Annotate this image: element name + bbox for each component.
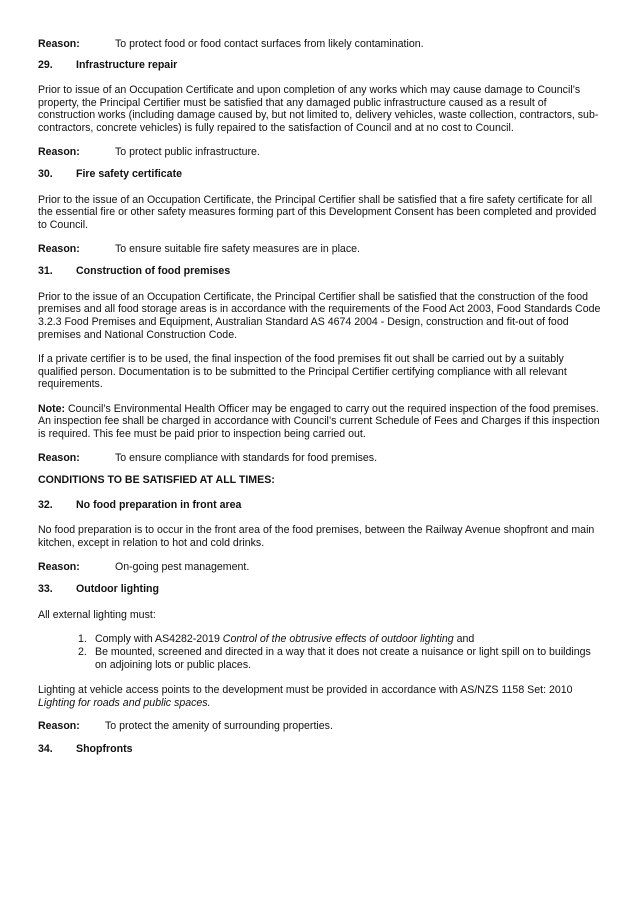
condition-31-heading [38, 265, 603, 278]
condition-31-note [38, 403, 603, 441]
condition-33-heading [38, 583, 603, 596]
reason-text: To ensure compliance with standards for food premises. [115, 451, 378, 464]
reason-label: Reason: [38, 145, 80, 158]
list-item-number: 1. [78, 633, 87, 646]
reason-30 [38, 243, 603, 256]
reason-text: To protect the amenity of surrounding properties. [105, 720, 333, 733]
condition-31-body-2: If a private certifier is to be used, the final inspection of the food premises fit out shall be carried out by a suitably qualified person. Documentation is to be submitted to the Principal Certifier certifying compliance with all relevant requirements. [38, 353, 567, 391]
section-title-all-times: CONDITIONS TO BE SATISFIED AT ALL TIMES: [38, 474, 275, 487]
reason-text: On-going pest management. [115, 560, 250, 573]
condition-29-body: Prior to issue of an Occupation Certificate and upon completion of any works which may cause damage to Council’s property, the Principal Certifier must be satisfied that any damaged public infrastructure caused as a result of construction works (including damage caused by, but not limited to, delivery vehicles, waste collection, contractors, sub-contractors, concrete vehicles) is fully repaired to the satisfaction of Council and at no cost to Council. [38, 84, 599, 134]
condition-31-body-1: Prior to the issue of an Occupation Certificate, the Principal Certifier shall be satisfied that the construction of the food premises and all food storage areas is in accordance with the requirements of the Food Act 2003, Food Standards Code 3.2.3 Food Premises and Equipment, Australian Standard AS 4674 2004 - Design, construction and fit-out of food premises and National Construction Code. [38, 290, 601, 341]
reason-31 [38, 452, 603, 465]
reason-label: Reason: [38, 242, 80, 255]
condition-number: 33. [38, 583, 53, 596]
list-item [38, 633, 603, 646]
reason-33 [38, 720, 603, 733]
condition-34-heading [38, 743, 603, 756]
condition-title: Infrastructure repair [76, 58, 178, 71]
reason-32 [38, 561, 603, 574]
reason-label: Reason: [38, 720, 80, 733]
condition-30-heading [38, 168, 603, 181]
document-page [38, 38, 603, 756]
reason-29 [38, 146, 603, 159]
condition-32-heading [38, 499, 603, 512]
reason-text: To ensure suitable fire safety measures are in place. [115, 242, 360, 255]
list-item-text: Be mounted, screened and directed in a way that it does not create a nuisance or light spill on to buildings on adjoining lots or public places. [95, 646, 591, 671]
condition-number: 30. [38, 168, 53, 181]
condition-title: No food preparation in front area [76, 498, 242, 511]
condition-title: Fire safety certificate [76, 168, 182, 181]
reason-label: Reason: [38, 38, 80, 50]
reason-text: To protect public infrastructure. [115, 145, 260, 158]
condition-33-intro: All external lighting must: [38, 608, 156, 621]
condition-title: Shopfronts [76, 742, 133, 755]
condition-number: 29. [38, 58, 53, 71]
condition-32-body: No food preparation is to occur in the front area of the food premises, between the Railway Avenue shopfront and main kitchen, except in relation to hot and cold drinks. [38, 524, 595, 550]
reason-28 [38, 38, 603, 51]
list-item-number: 2. [78, 646, 87, 658]
condition-number: 32. [38, 498, 53, 511]
list-item [38, 646, 603, 671]
condition-title: Construction of food premises [76, 265, 231, 278]
reason-label: Reason: [38, 560, 80, 573]
lighting-requirements-list [38, 633, 603, 671]
condition-33-body: Lighting at vehicle access points to the development must be provided in accordance with AS/NZS 1158 Set: 2010 Lighting for roads and public spaces. [38, 684, 573, 709]
condition-title: Outdoor lighting [76, 583, 159, 596]
condition-number: 34. [38, 742, 53, 755]
reason-text: To protect food or food contact surfaces from likely contamination. [115, 38, 424, 50]
list-item-text: Comply with AS4282-2019 Control of the obtrusive effects of outdoor lighting and [95, 633, 475, 646]
reason-label: Reason: [38, 451, 80, 464]
condition-30-body: Prior to the issue of an Occupation Certificate, the Principal Certifier shall be satisfied that a fire safety certificate for all the essential fire or other safety measures forming part of this Development Consent has been completed and provided to Council. [38, 193, 597, 231]
note-label: Note: [38, 402, 66, 415]
condition-29-heading [38, 59, 603, 72]
condition-number: 31. [38, 265, 53, 278]
note-text: Council’s Environmental Health Officer may be engaged to carry out the required inspection of the food premises. An inspection fee shall be charged in accordance with Council’s current Schedule of Fees and Charges if this inspection is required. This fee must be paid prior to inspection being carried out. [38, 402, 600, 441]
